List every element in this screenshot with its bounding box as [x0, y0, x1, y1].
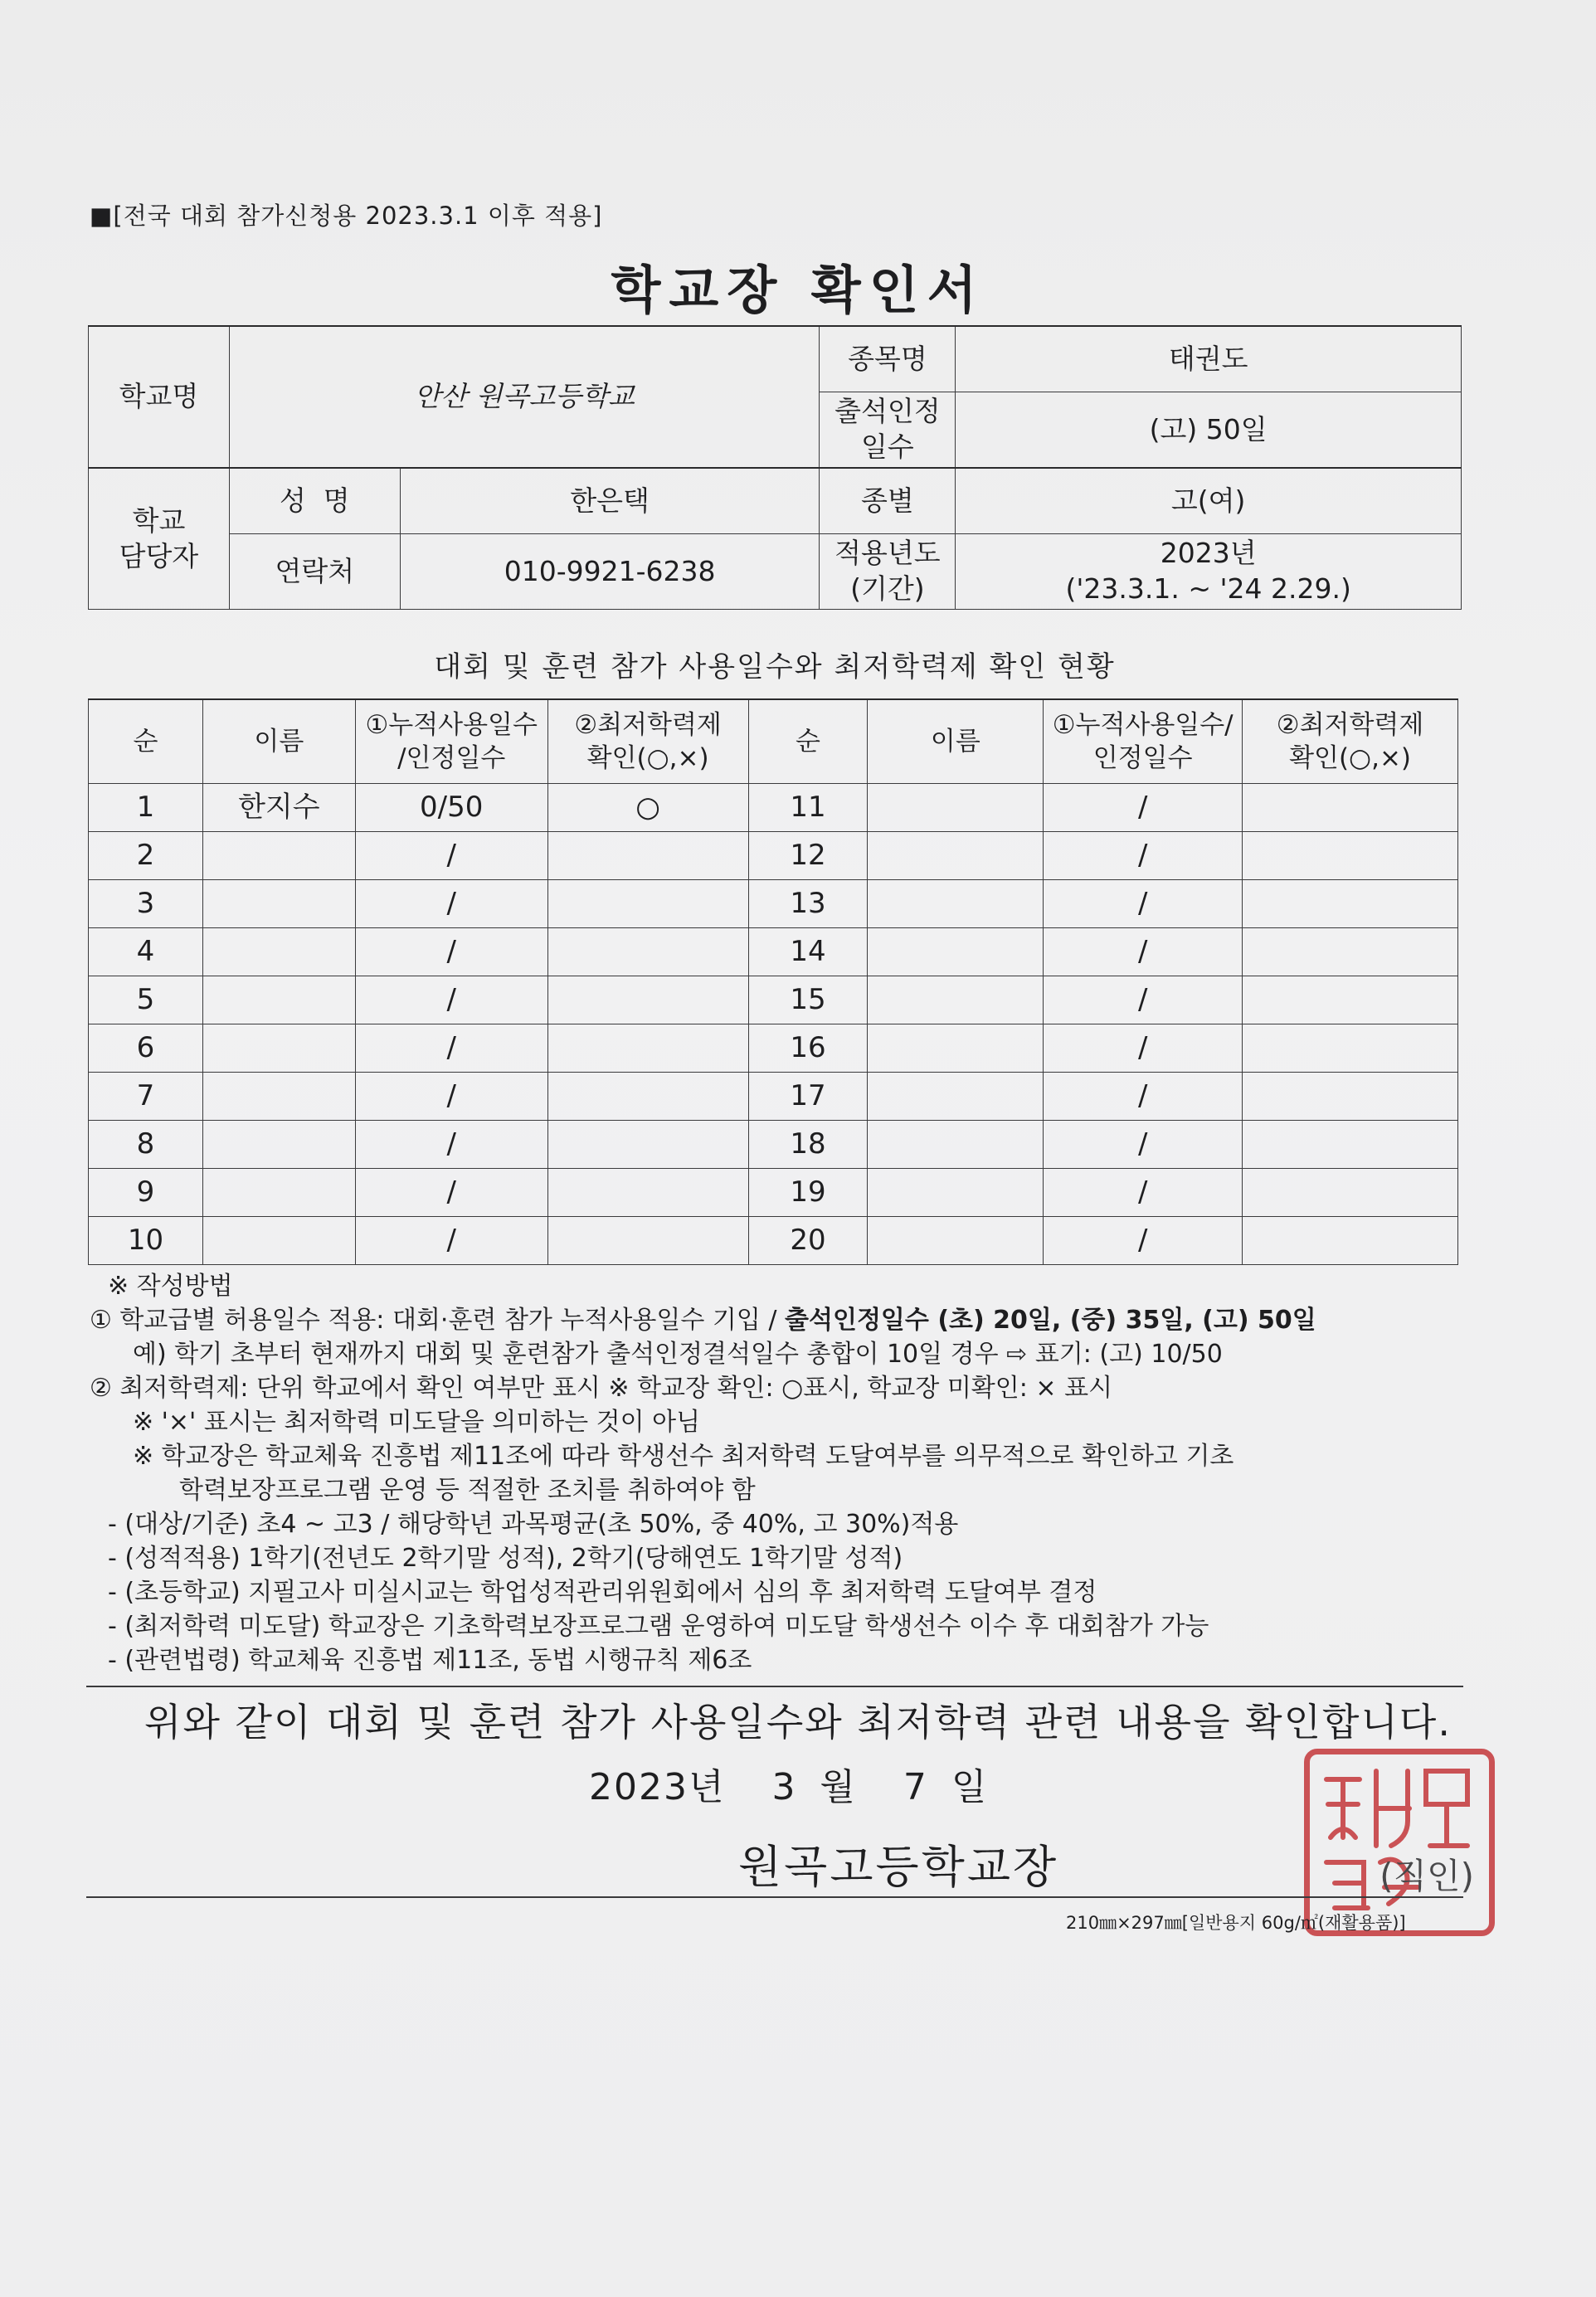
header-min-grade: ②최저학력제 확인(○,×): [547, 699, 748, 784]
note-2-b-cont: 학력보장프로그램 운영 등 적절한 조치를 취하여야 함: [179, 1476, 756, 1505]
row-check: [1243, 880, 1458, 928]
contact-value: 010-9921-6238: [400, 534, 820, 610]
table-row: [89, 880, 1458, 928]
row-check: [547, 880, 748, 928]
row-check: [1243, 1073, 1458, 1121]
row-no: 8: [89, 1121, 203, 1169]
row-name: [202, 1217, 355, 1265]
confirmation-text: 위와 같이 대회 및 훈련 참가 사용일수와 최저학력 관련 내용을 확인합니다.: [144, 1700, 1452, 1745]
row-no: 3: [89, 880, 203, 928]
row-name: [202, 1169, 355, 1217]
header-days: ①누적사용일수/ 인정일수: [1044, 699, 1243, 784]
table-header-row: [89, 699, 1458, 784]
row-days: 0/50: [355, 784, 547, 832]
row-check: [1243, 1121, 1458, 1169]
row-check: ○: [547, 784, 748, 832]
official-seal: [1304, 1749, 1495, 1936]
instructions: [90, 1269, 1467, 1677]
gender-value: 고(여): [956, 468, 1462, 534]
table-row: [89, 1073, 1458, 1121]
header-min-grade: ②최저학력제 확인(○,×): [1243, 699, 1458, 784]
row-days: /: [1044, 784, 1243, 832]
row-check: [1243, 928, 1458, 976]
row-name: [868, 1073, 1044, 1121]
row-name: [868, 784, 1044, 832]
row-name: [202, 976, 355, 1024]
detail-1: - (대상/기준) 초4 ~ 고3 / 해당학년 과목평균(초 50%, 중 40%, 고 30%)적용: [108, 1510, 959, 1539]
name-value: 한은택: [400, 468, 820, 534]
header-note: ■[전국 대회 참가신청용 2023.3.1 이후 적용]: [90, 202, 603, 230]
row-days: /: [1044, 1217, 1243, 1265]
row-days: /: [355, 1024, 547, 1073]
row-name: [868, 1169, 1044, 1217]
name-label: 성 명: [229, 468, 400, 534]
table-row: [89, 976, 1458, 1024]
row-check: [547, 1217, 748, 1265]
row-days: /: [1044, 1169, 1243, 1217]
row-days: /: [355, 1217, 547, 1265]
section-title: 대회 및 훈련 참가 사용일수와 최저학력제 확인 현황: [434, 650, 1116, 684]
row-days: /: [355, 1169, 547, 1217]
row-no: 5: [89, 976, 203, 1024]
row-check: [547, 1121, 748, 1169]
note-2-a: ※ '×' 표시는 최저학력 미도달을 의미하는 것이 아님: [133, 1408, 701, 1437]
row-days: /: [355, 832, 547, 880]
row-days: /: [355, 880, 547, 928]
row-no: 15: [748, 976, 868, 1024]
row-days: /: [355, 1121, 547, 1169]
row-name: [868, 928, 1044, 976]
note-1: ① 학교급별 허용일수 적용: 대회·훈련 참가 누적사용일수 기입 / 출석인정일수 (초) 20일, (중) 35일, (고) 50일: [90, 1306, 1316, 1335]
header-name: 이름: [868, 699, 1044, 784]
paper-spec: 210㎜×297㎜[일반용지 60g/㎡(재활용품)]: [1066, 1913, 1406, 1933]
table-row: [89, 1169, 1458, 1217]
row-check: [1243, 1169, 1458, 1217]
table-row: [89, 1121, 1458, 1169]
row-days: /: [355, 976, 547, 1024]
row-no: 11: [748, 784, 868, 832]
table-row: [89, 784, 1458, 832]
row-check: [547, 1024, 748, 1073]
row-no: 13: [748, 880, 868, 928]
row-no: 7: [89, 1073, 203, 1121]
row-no: 17: [748, 1073, 868, 1121]
principal-title: 원곡고등학교장: [738, 1841, 1059, 1893]
row-check: [547, 976, 748, 1024]
participation-table: [88, 698, 1458, 1265]
issue-date: 2023년 3 월 7 일: [589, 1766, 989, 1808]
row-days: /: [355, 1073, 547, 1121]
school-name: 안산 원곡고등학교: [229, 326, 820, 468]
row-name: [202, 832, 355, 880]
sport-value: 태권도: [956, 326, 1462, 392]
row-name: [868, 1024, 1044, 1073]
header-no: 순: [89, 699, 203, 784]
row-name: [202, 1121, 355, 1169]
table-row: [89, 1024, 1458, 1073]
divider-line: [86, 1686, 1463, 1687]
row-name: [868, 976, 1044, 1024]
note-2: ② 최저학력제: 단위 학교에서 확인 여부만 표시 ※ 학교장 확인: ○표시, 학교장 미확인: × 표시: [90, 1374, 1113, 1403]
contact-label: 연락처: [229, 534, 400, 610]
note-2-b: ※ 학교장은 학교체육 진흥법 제11조에 따라 학생선수 최저학력 도달여부를 의무적으로 확인하고 기초: [133, 1442, 1234, 1471]
row-name: [202, 928, 355, 976]
school-label: 학교명: [89, 326, 230, 468]
table-row: [89, 928, 1458, 976]
row-check: [1243, 1024, 1458, 1073]
table-row: [89, 1217, 1458, 1265]
row-name: [868, 832, 1044, 880]
row-name: [868, 880, 1044, 928]
row-no: 2: [89, 832, 203, 880]
detail-5: - (관련법령) 학교체육 진흥법 제11조, 동법 시행규칙 제6조: [108, 1646, 752, 1675]
school-info-table: [88, 325, 1462, 610]
seal-label: (직인): [1379, 1856, 1474, 1896]
row-no: 20: [748, 1217, 868, 1265]
sport-label: 종목명: [820, 326, 956, 392]
row-name: [868, 1217, 1044, 1265]
row-check: [1243, 976, 1458, 1024]
row-no: 4: [89, 928, 203, 976]
row-no: 18: [748, 1121, 868, 1169]
detail-3: - (초등학교) 지필고사 미실시교는 학업성적관리위원회에서 심의 후 최저학력 도달여부 결정: [108, 1578, 1097, 1607]
row-no: 14: [748, 928, 868, 976]
header-name: 이름: [202, 699, 355, 784]
attendance-value: (고) 50일: [956, 392, 1462, 469]
row-days: /: [1044, 832, 1243, 880]
year-label: 적용년도 (기간): [820, 534, 956, 610]
note-1-example: 예) 학기 초부터 현재까지 대회 및 훈련참가 출석인정결석일수 총합이 10일 경우 ⇨ 표기: (고) 10/50: [133, 1340, 1223, 1369]
header-no: 순: [748, 699, 868, 784]
row-no: 19: [748, 1169, 868, 1217]
year-value: 2023년 ('23.3.1. ~ '24 2.29.): [956, 534, 1462, 610]
row-no: 1: [89, 784, 203, 832]
row-no: 9: [89, 1169, 203, 1217]
row-check: [1243, 1217, 1458, 1265]
row-name: [868, 1121, 1044, 1169]
detail-4: - (최저학력 미도달) 학교장은 기초학력보장프로그램 운영하여 미도달 학생선수 이수 후 대회참가 가능: [108, 1612, 1209, 1641]
row-days: /: [1044, 880, 1243, 928]
attendance-label: 출석인정 일수: [820, 392, 956, 469]
row-days: /: [1044, 928, 1243, 976]
row-days: /: [1044, 976, 1243, 1024]
bottom-line: [86, 1896, 1463, 1898]
gender-label: 종별: [820, 468, 956, 534]
row-days: /: [1044, 1121, 1243, 1169]
row-check: [547, 1169, 748, 1217]
row-name: [202, 1024, 355, 1073]
row-no: 6: [89, 1024, 203, 1073]
row-check: [547, 832, 748, 880]
row-check: [1243, 832, 1458, 880]
row-days: /: [355, 928, 547, 976]
row-check: [1243, 784, 1458, 832]
row-days: /: [1044, 1024, 1243, 1073]
notes-heading: ※ 작성방법: [108, 1272, 233, 1301]
row-check: [547, 1073, 748, 1121]
row-no: 16: [748, 1024, 868, 1073]
row-no: 12: [748, 832, 868, 880]
row-name: [202, 880, 355, 928]
row-name: [202, 1073, 355, 1121]
seal-glyphs-icon: [1310, 1754, 1489, 1930]
manager-label: 학교 담당자: [89, 468, 230, 610]
header-days: ①누적사용일수 /인정일수: [355, 699, 547, 784]
document-title: 학교장 확인서: [611, 260, 985, 320]
table-row: [89, 832, 1458, 880]
row-days: /: [1044, 1073, 1243, 1121]
detail-2: - (성적적용) 1학기(전년도 2학기말 성적), 2학기(당해연도 1학기말 성적): [108, 1544, 903, 1573]
row-no: 10: [89, 1217, 203, 1265]
row-check: [547, 928, 748, 976]
row-name: 한지수: [202, 784, 355, 832]
